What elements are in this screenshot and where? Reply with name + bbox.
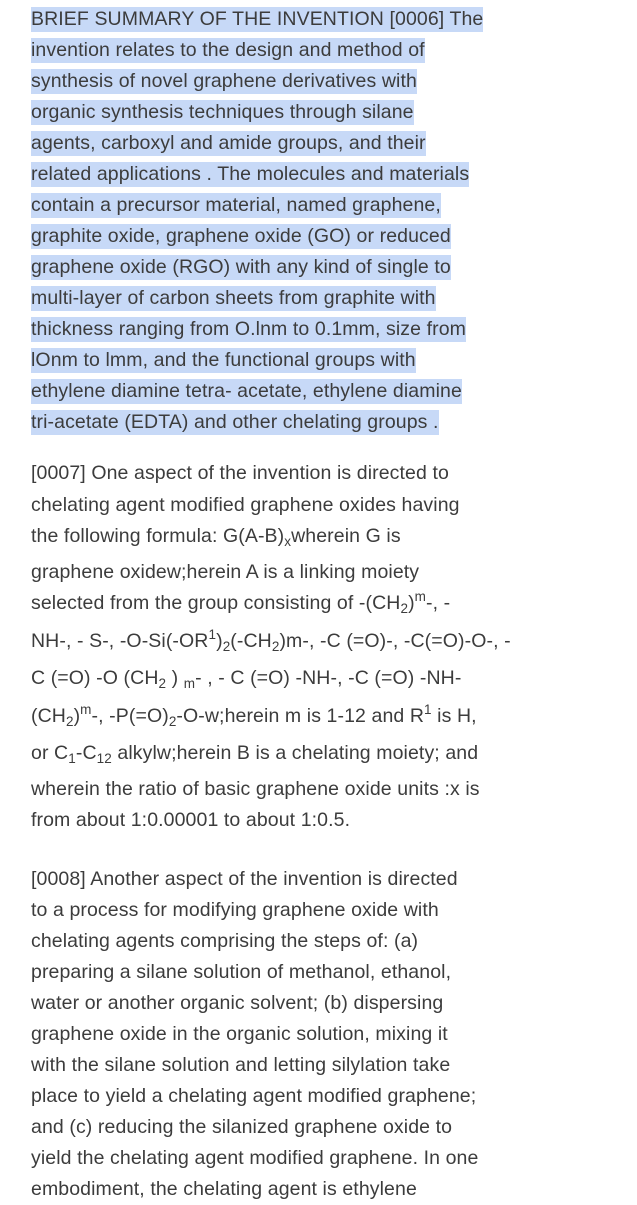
text-fragment: )m-, -C (=O)-, -C(=O)-O-, - [279, 629, 511, 652]
subscript: 2 [271, 638, 280, 654]
highlighted-line: thickness ranging from O.lnm to 0.1mm, size from [31, 318, 467, 340]
text-fragment: or C [31, 742, 69, 764]
text-fragment: -, - [426, 592, 451, 614]
text-line: yield the chelating agent modified graphene. In one [31, 1147, 479, 1169]
text-line: chelating agents comprising the steps of: (a) [31, 930, 419, 952]
paragraph-0007 [31, 458, 511, 837]
highlighted-line: synthesis of novel graphene derivatives with [31, 70, 417, 92]
superscript: m [80, 701, 92, 717]
highlighted-line: graphene oxide (RGO) with any kind of single to [31, 256, 451, 278]
subscript: 2 [65, 713, 74, 729]
text-fragment: (CH [31, 704, 66, 727]
text-fragment: C (=O) -O (CH [31, 667, 159, 689]
text-line: and (c) reducing the silanized graphene oxide to [31, 1116, 453, 1138]
highlighted-line: ethylene diamine tetra- acetate, ethylene diamine [31, 380, 462, 402]
highlighted-line: invention relates to the design and method of [31, 39, 425, 61]
paragraph-0006 [31, 4, 483, 438]
highlighted-line: BRIEF SUMMARY OF THE INVENTION [0006] The [31, 8, 484, 30]
highlighted-line: multi-layer of carbon sheets from graphite with [31, 287, 436, 309]
subscript: 2 [158, 676, 167, 691]
text-line: water or another organic solvent; (b) dispersing [31, 992, 444, 1014]
highlighted-line: agents, carboxyl and amide groups, and their [31, 132, 426, 154]
text-line: graphene oxidew;herein A is a linking moiety [31, 560, 420, 583]
text-fragment: alkylw;herein B is a chelating moiety; and [111, 742, 479, 764]
formula-line [31, 663, 511, 695]
formula-line [31, 701, 511, 733]
superscript: m [414, 589, 427, 604]
highlighted-line: tri-acetate (EDTA) and other chelating groups . [31, 411, 439, 433]
highlighted-line: contain a precursor material, named graphene, [31, 194, 441, 216]
superscript: 1 [424, 701, 432, 717]
highlighted-line: related applications . The molecules and materials [31, 163, 470, 185]
text-fragment: - , - C (=O) -NH-, -C (=O) -NH- [195, 667, 462, 689]
text-fragment: ) [166, 667, 184, 689]
superscript: 1 [208, 626, 217, 642]
text-fragment: NH-, - S-, -O-Si(-OR [31, 629, 209, 652]
formula-line [31, 738, 511, 770]
text-line: embodiment, the chelating agent is ethylene [31, 1178, 417, 1200]
text-line: chelating agent modified graphene oxides having [31, 493, 460, 516]
text-line: [0007] One aspect of the invention is directed to [31, 462, 449, 484]
text-line: graphene oxide in the organic solution, mixing it [31, 1023, 448, 1045]
text-line: from about 1:0.00001 to about 1:0.5. [31, 809, 351, 831]
subscript: 2 [168, 713, 177, 729]
text-fragment: -C [75, 742, 97, 764]
text-fragment: wherein G is [291, 525, 401, 547]
formula-line [31, 588, 511, 620]
subscript: 2 [222, 638, 231, 654]
text-fragment: the following formula: G(A-B) [31, 525, 285, 547]
text-fragment: ) [408, 592, 415, 614]
text-fragment: ) [216, 629, 223, 652]
text-fragment: ) [73, 704, 81, 727]
text-fragment: -O-w;herein m is 1-12 and R [176, 704, 425, 727]
highlighted-line: lOnm to lmm, and the functional groups with [31, 349, 416, 371]
subscript: 2 [400, 601, 409, 616]
formula-line [31, 521, 511, 553]
text-line: [0008] Another aspect of the invention is directed [31, 868, 458, 890]
text-line: place to yield a chelating agent modified graphene; [31, 1085, 477, 1107]
text-fragment: (-CH [230, 629, 272, 652]
text-fragment: is H, [431, 704, 477, 727]
text-line: preparing a silane solution of methanol, ethanol, [31, 961, 452, 983]
paragraph-0008 [31, 864, 478, 1205]
text-line: to a process for modifying graphene oxide with [31, 899, 439, 921]
subscript: 12 [96, 751, 112, 766]
subscript: m [183, 676, 196, 691]
text-line: with the silane solution and letting silylation take [31, 1054, 451, 1076]
text-fragment: -, -P(=O) [91, 704, 169, 727]
subscript: 1 [68, 751, 76, 766]
subscript: x [284, 534, 292, 549]
text-line: wherein the ratio of basic graphene oxide units :x is [31, 777, 480, 800]
text-fragment: selected from the group consisting of -(CH [31, 592, 401, 614]
formula-line [31, 626, 511, 658]
highlighted-line: graphite oxide, graphene oxide (GO) or reduced [31, 225, 451, 247]
highlighted-line: organic synthesis techniques through silane [31, 101, 414, 123]
